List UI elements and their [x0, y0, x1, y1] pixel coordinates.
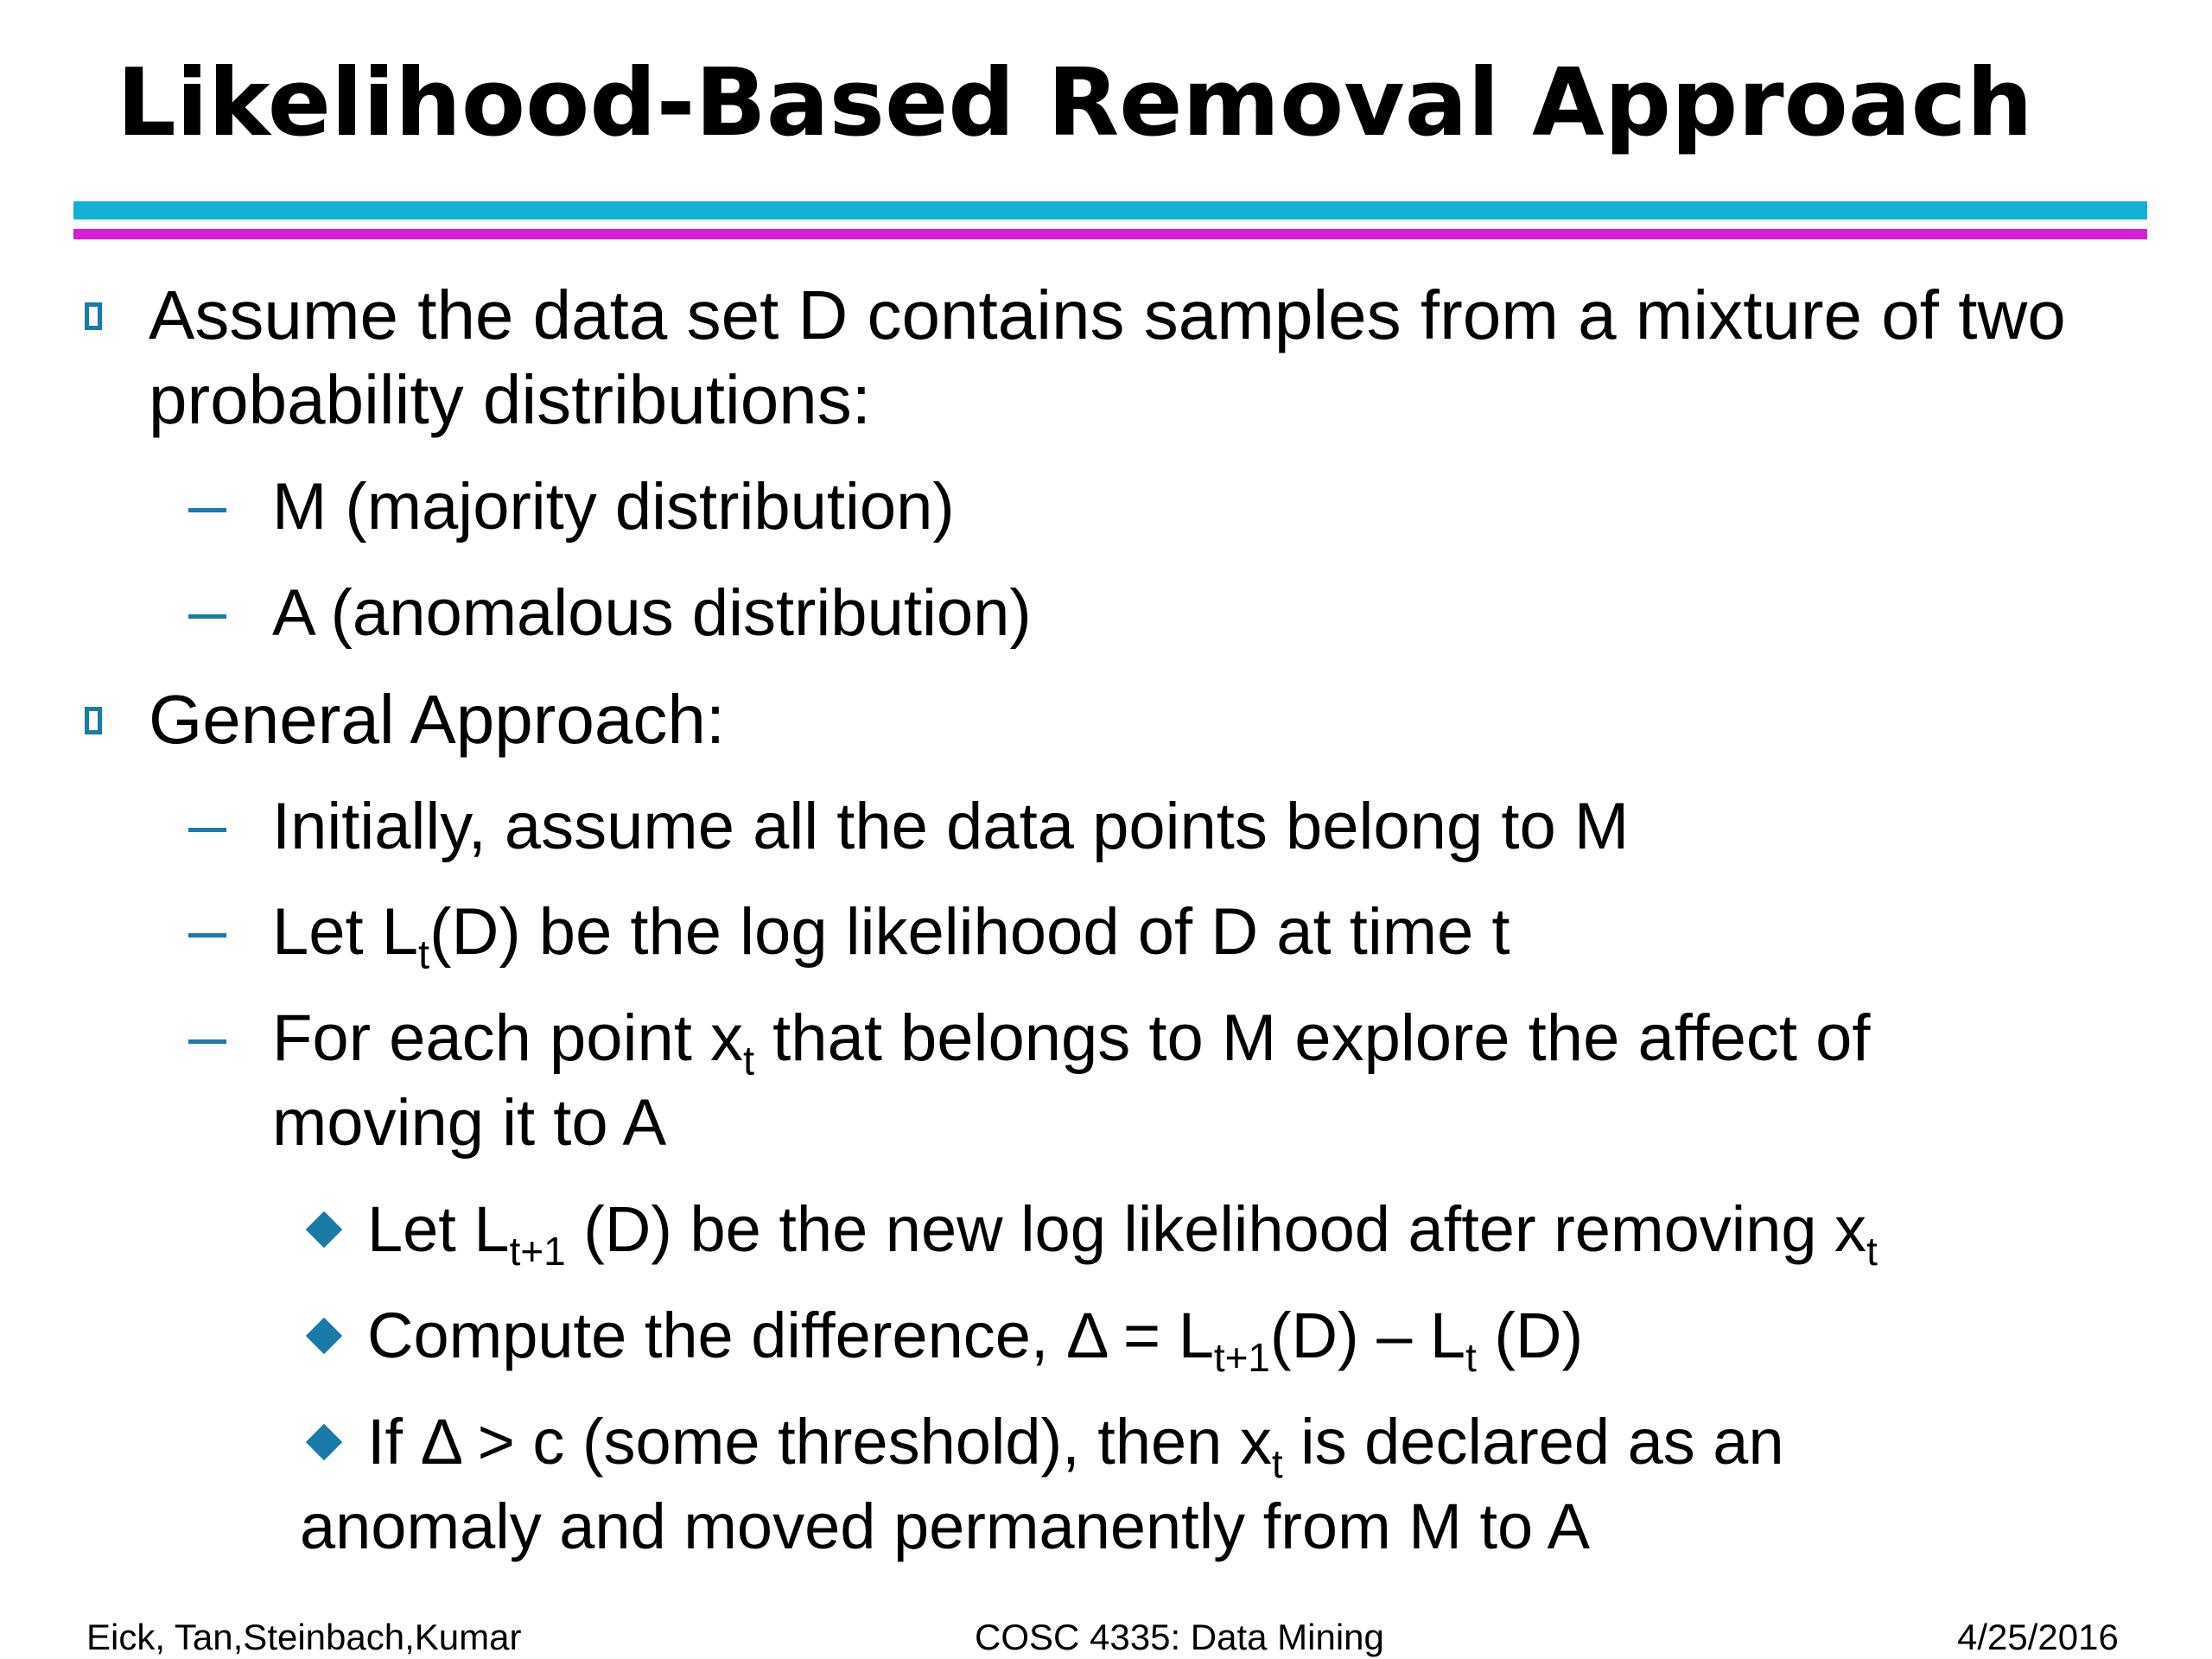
diamond-bullet-icon — [306, 1211, 342, 1248]
sub-bullet-initially: Initially, assume all the data points belong to M — [272, 790, 1630, 863]
square-bullet-icon — [85, 707, 102, 734]
bullet-2-text: General Approach: — [149, 681, 726, 758]
title-rule-magenta — [73, 229, 2147, 239]
square-bullet-icon — [85, 302, 102, 330]
slide-title: Likelihood-Based Removal Approach — [117, 49, 2033, 157]
diamond-bullet-icon — [306, 1318, 342, 1354]
sub-bullet-explore-line-2: moving it to A — [272, 1086, 667, 1160]
diamond-bullet-new-likelihood: Let $L_{t+1}$ (D) be the new log likelihood after removing $x_t$ — [367, 1193, 1878, 1274]
sub-bullet-log-likelihood: Let $L_t(D)$ be the log likelihood of D at time t — [272, 895, 1510, 977]
sub-bullet-explore-line-1: For each point $x_t$ that belongs to M explore the affect of — [272, 1001, 1871, 1084]
bullet-1-line-2: probability distributions: — [149, 361, 871, 438]
sub-bullet-majority: M (majority distribution) — [272, 470, 955, 543]
diamond-bullet-threshold-line-1: If Δ > c (some threshold), then $x_t$ is declared as an — [367, 1406, 1784, 1487]
footer-course: COSC 4335: Data Mining — [975, 1617, 1384, 1657]
dash-bullet-icon — [188, 1039, 226, 1044]
sub-bullet-anomalous: A (anomalous distribution) — [272, 576, 1032, 650]
diamond-bullet-icon — [306, 1424, 342, 1460]
dash-bullet-icon — [188, 614, 226, 619]
dash-bullet-icon — [188, 508, 226, 512]
bullet-1-line-1: Assume the data set D contains samples from a mixture of two — [149, 276, 2066, 353]
footer-date: 4/25/2016 — [1957, 1617, 2119, 1657]
dash-bullet-icon — [188, 933, 226, 938]
title-rule-teal — [73, 201, 2147, 219]
diamond-bullet-difference: Compute the difference, $\Delta = L_{t+1}(D) - L_t$ (D) — [367, 1300, 1584, 1381]
diamond-bullet-threshold-line-2: anomaly and moved permanently from M to A — [300, 1491, 1591, 1562]
dash-bullet-icon — [188, 828, 226, 832]
footer-authors: Eick, Tan,Steinbach,Kumar — [86, 1617, 522, 1657]
